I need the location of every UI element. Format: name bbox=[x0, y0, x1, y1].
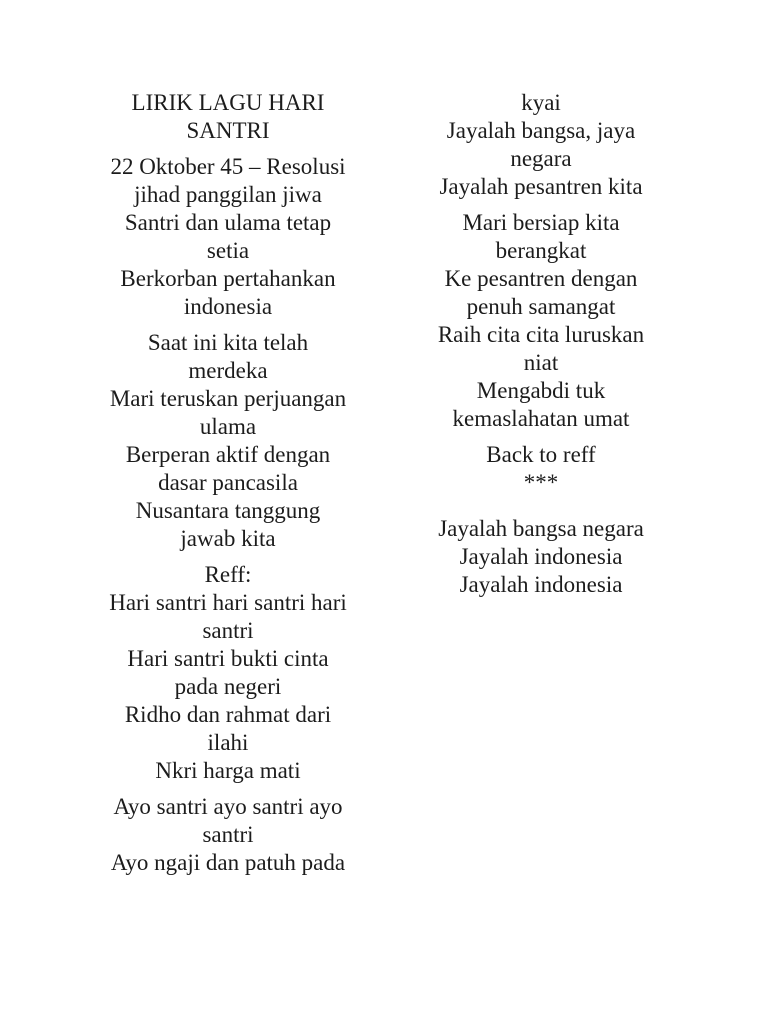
lyric-line: indonesia bbox=[183, 294, 273, 319]
lyric-line: Ke pesantren dengan bbox=[444, 266, 638, 291]
lyric-line: Raih cita cita luruskan bbox=[437, 322, 645, 347]
lyric-line: kemaslahatan umat bbox=[452, 406, 630, 431]
lyric-line: Jayalah indonesia bbox=[459, 572, 623, 597]
lyric-line: santri bbox=[202, 618, 254, 643]
lyric-line: Hari santri hari santri hari bbox=[109, 590, 347, 615]
lyric-line: ulama bbox=[199, 414, 257, 439]
lyric-line: Mengabdi tuk bbox=[476, 378, 606, 403]
back-to-reff bbox=[416, 441, 666, 497]
separator-stars: *** bbox=[523, 470, 559, 495]
closing-verse bbox=[416, 515, 666, 599]
lyric-line: 22 Oktober 45 – Resolusi bbox=[110, 154, 346, 179]
lyric-line: merdeka bbox=[188, 358, 268, 383]
lyric-line: Nusantara tanggung bbox=[135, 498, 321, 523]
lyric-line: santri bbox=[202, 822, 254, 847]
title-line: LIRIK LAGU HARI bbox=[131, 90, 325, 115]
verse-3-continued bbox=[416, 89, 666, 201]
lyric-line: Back to reff bbox=[486, 442, 596, 467]
lyric-line: Mari bersiap kita bbox=[462, 210, 620, 235]
lyric-line: setia bbox=[206, 238, 250, 263]
lyric-line: kyai bbox=[521, 90, 561, 115]
title-line: SANTRI bbox=[186, 118, 270, 143]
lyric-line: Jayalah bangsa, jaya bbox=[446, 118, 636, 143]
lyric-line: Jayalah pesantren kita bbox=[439, 174, 643, 199]
verse-4 bbox=[416, 209, 666, 433]
left-column bbox=[85, 89, 371, 885]
right-column bbox=[416, 89, 666, 607]
lyric-line: Berkorban pertahankan bbox=[120, 266, 336, 291]
lyric-line: Santri dan ulama tetap bbox=[124, 210, 332, 235]
lyric-line: dasar pancasila bbox=[158, 470, 298, 495]
verse-3 bbox=[85, 793, 371, 877]
lyric-line: jawab kita bbox=[180, 526, 276, 551]
lyric-line: Berperan aktif dengan bbox=[125, 442, 331, 467]
lyric-line: jihad panggilan jiwa bbox=[134, 182, 322, 207]
lyric-line: niat bbox=[523, 350, 559, 375]
document-title bbox=[85, 89, 371, 145]
lyric-line: Ridho dan rahmat dari bbox=[124, 702, 332, 727]
lyric-line: Jayalah indonesia bbox=[459, 544, 623, 569]
lyric-line: Hari santri bukti cinta bbox=[127, 646, 329, 671]
verse-1 bbox=[85, 153, 371, 321]
lyric-line: negara bbox=[510, 146, 572, 171]
lyric-line: Mari teruskan perjuangan bbox=[109, 386, 347, 411]
lyric-line: Ayo ngaji dan patuh pada bbox=[110, 850, 346, 875]
verse-2 bbox=[85, 329, 371, 553]
lyric-line: ilahi bbox=[207, 730, 249, 755]
lyric-line: Saat ini kita telah bbox=[147, 330, 309, 355]
lyric-line: Ayo santri ayo santri ayo bbox=[113, 794, 343, 819]
lyric-line: pada negeri bbox=[174, 674, 282, 699]
lyric-line: berangkat bbox=[495, 238, 587, 263]
lyric-line: Nkri harga mati bbox=[155, 758, 301, 783]
lyric-line: Jayalah bangsa negara bbox=[438, 516, 644, 541]
lyric-line: Reff: bbox=[204, 562, 252, 587]
lyric-line: penuh samangat bbox=[466, 294, 616, 319]
chorus bbox=[85, 561, 371, 785]
